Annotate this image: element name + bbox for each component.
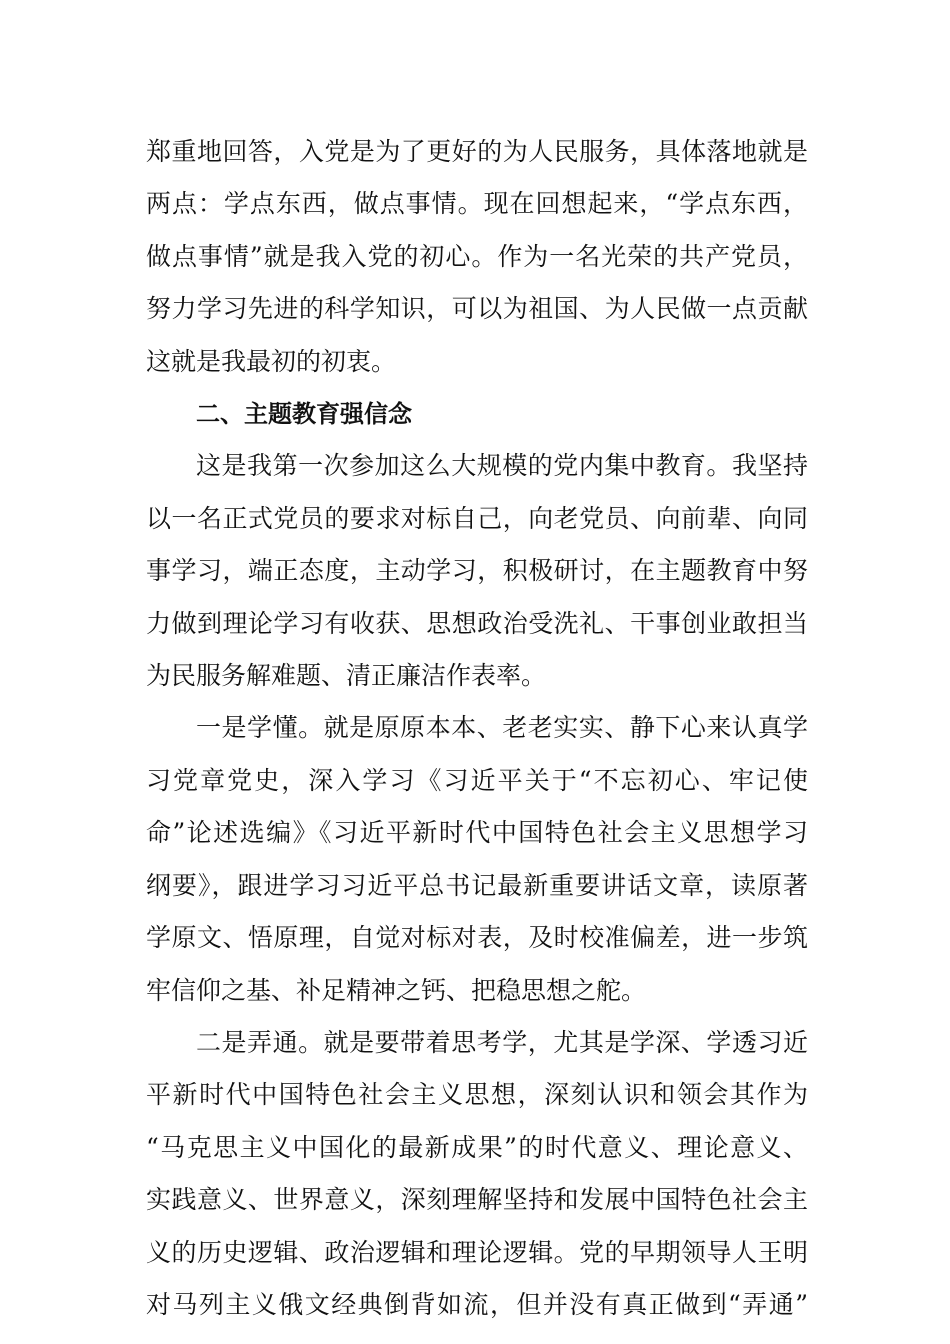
text-line: 一是学懂。就是原原本本、老老实实、静下心来认真学 <box>196 713 808 743</box>
text-line: 这是我第一次参加这么大规模的党内集中教育。我坚持 <box>196 451 808 481</box>
text-line: 义的历史逻辑、政治逻辑和理论逻辑。党的早期领导人王明 <box>146 1237 808 1267</box>
text-line: 事学习，端正态度，主动学习，积极研讨，在主题教育中努 <box>146 556 808 586</box>
text-line: 做点事情”就是我入党的初心。作为一名光荣的共产党员， <box>146 241 808 271</box>
text-line: 纲要》，跟进学习习近平总书记最新重要讲话文章，读原著 <box>146 870 808 900</box>
paragraph-2 <box>146 440 808 702</box>
document-body <box>146 126 808 1331</box>
text-line: 学原文、悟原理，自觉对标对表，及时校准偏差，进一步筑 <box>146 923 808 953</box>
text-line: 命”论述选编》《习近平新时代中国特色社会主义思想学习 <box>146 818 808 848</box>
text-line: 二是弄通。就是要带着思考学，尤其是学深、学透习近 <box>196 1027 808 1057</box>
text-line: 对马列主义俄文经典倒背如流，但并没有真正做到“弄通” <box>146 1289 808 1319</box>
paragraph-1 <box>146 126 808 388</box>
text-line: 两点：学点东西，做点事情。现在回想起来，“学点东西， <box>146 189 808 219</box>
text-line: 这就是我最初的初衷。 <box>146 346 397 376</box>
text-line: 郑重地回答，入党是为了更好的为人民服务，具体落地就是 <box>146 137 808 166</box>
paragraph-3 <box>146 702 808 1016</box>
text-line: 为民服务解难题、清正廉洁作表率。 <box>146 661 547 691</box>
text-line: 习党章党史，深入学习《习近平关于“不忘初心、牢记使 <box>146 765 808 795</box>
text-line: “马克思主义中国化的最新成果”的时代意义、理论意义、 <box>146 1132 808 1162</box>
text-line: 实践意义、世界意义，深刻理解坚持和发展中国特色社会主 <box>146 1185 808 1215</box>
section-heading <box>146 388 808 440</box>
text-line: 平新时代中国特色社会主义思想，深刻认识和领会其作为 <box>146 1080 808 1110</box>
text-line: 牢信仰之基、补足精神之钙、把稳思想之舵。 <box>146 975 647 1005</box>
heading-text: 二、主题教育强信念 <box>196 400 412 429</box>
paragraph-4 <box>146 1017 808 1331</box>
text-line: 努力学习先进的科学知识，可以为祖国、为人民做一点贡献 <box>146 294 808 324</box>
text-line: 力做到理论学习有收获、思想政治受洗礼、干事创业敢担当 <box>146 608 808 638</box>
text-line: 以一名正式党员的要求对标自己，向老党员、向前辈、向同 <box>146 503 808 533</box>
